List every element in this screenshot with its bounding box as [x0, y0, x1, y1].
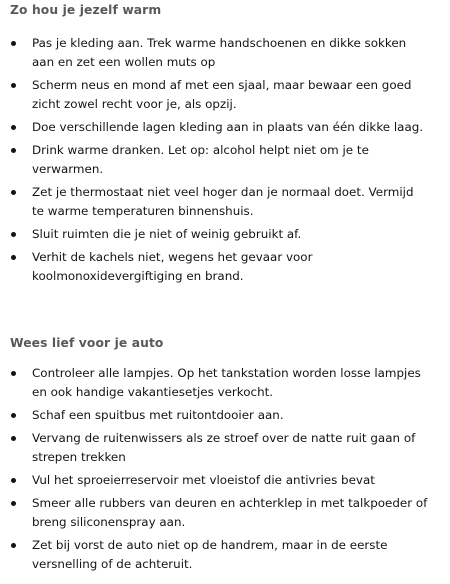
list-item	[0, 406, 446, 425]
section-title-warm: Zo hou je jezelf warm	[10, 3, 162, 17]
list-item	[0, 76, 446, 114]
list-item-text: Drink warme dranken. Let op: alcohol helpt niet om je te verwarmen.	[32, 143, 369, 176]
bullet-icon	[11, 232, 16, 237]
list-item-text: Verhit de kachels niet, wegens het gevaar voor koolmonoxidevergiftiging en brand.	[32, 250, 313, 283]
bullet-icon	[11, 148, 16, 153]
bullet-icon	[11, 413, 16, 418]
bullet-icon	[11, 436, 16, 441]
list-item-text: Scherm neus en mond af met een sjaal, maar bewaar een goed zicht zowel recht voor je, als opzij.	[32, 78, 412, 111]
bullet-icon	[11, 371, 16, 376]
list-item-text: Sluit ruimten die je niet of weinig gebruikt af.	[32, 227, 302, 241]
list-item-text: Zet bij vorst de auto niet op de handrem, maar in de eerste versnelling of de achteruit.	[32, 538, 388, 571]
list-item	[0, 494, 446, 532]
list-item	[0, 34, 446, 72]
bullet-icon	[11, 83, 16, 88]
section-title-auto: Wees lief voor je auto	[10, 336, 164, 350]
list-item-text: Vervang de ruitenwissers als ze stroef over de natte ruit gaan of strepen trekken	[32, 431, 416, 464]
list-item-text: Doe verschillende lagen kleding aan in plaats van één dikke laag.	[32, 120, 424, 134]
bullet-icon	[11, 41, 16, 46]
list-item	[0, 183, 446, 221]
bullet-icon	[11, 125, 16, 130]
list-item	[0, 364, 446, 402]
list-item-text: Pas je kleding aan. Trek warme handschoenen en dikke sokken aan en zet een wollen muts op	[32, 36, 407, 69]
list-item	[0, 471, 446, 490]
bullet-icon	[11, 501, 16, 506]
list-item	[0, 429, 446, 467]
bullet-icon	[11, 190, 16, 195]
list-item	[0, 141, 446, 179]
bullet-icon	[11, 478, 16, 483]
list-item-text: Schaf een spuitbus met ruitontdooier aan.	[32, 408, 284, 422]
list-item-text: Smeer alle rubbers van deuren en achterklep in met talkpoeder of breng siliconenspray aan.	[32, 496, 428, 529]
bullet-icon	[11, 543, 16, 548]
list-item	[0, 118, 446, 137]
bullet-icon	[11, 255, 16, 260]
list-item	[0, 248, 446, 286]
warm-tips-list	[0, 34, 446, 290]
list-item-text: Zet je thermostaat niet veel hoger dan je normaal doet. Vermijd te warme temperaturen binnenshuis.	[32, 185, 414, 218]
auto-tips-list	[0, 364, 446, 578]
list-item	[0, 536, 446, 574]
list-item	[0, 225, 446, 244]
list-item-text: Vul het sproeierreservoir met vloeistof die antivries bevat	[32, 473, 375, 487]
list-item-text: Controleer alle lampjes. Op het tankstation worden losse lampjes en ook handige vakantiesetjes verkocht.	[32, 366, 421, 399]
